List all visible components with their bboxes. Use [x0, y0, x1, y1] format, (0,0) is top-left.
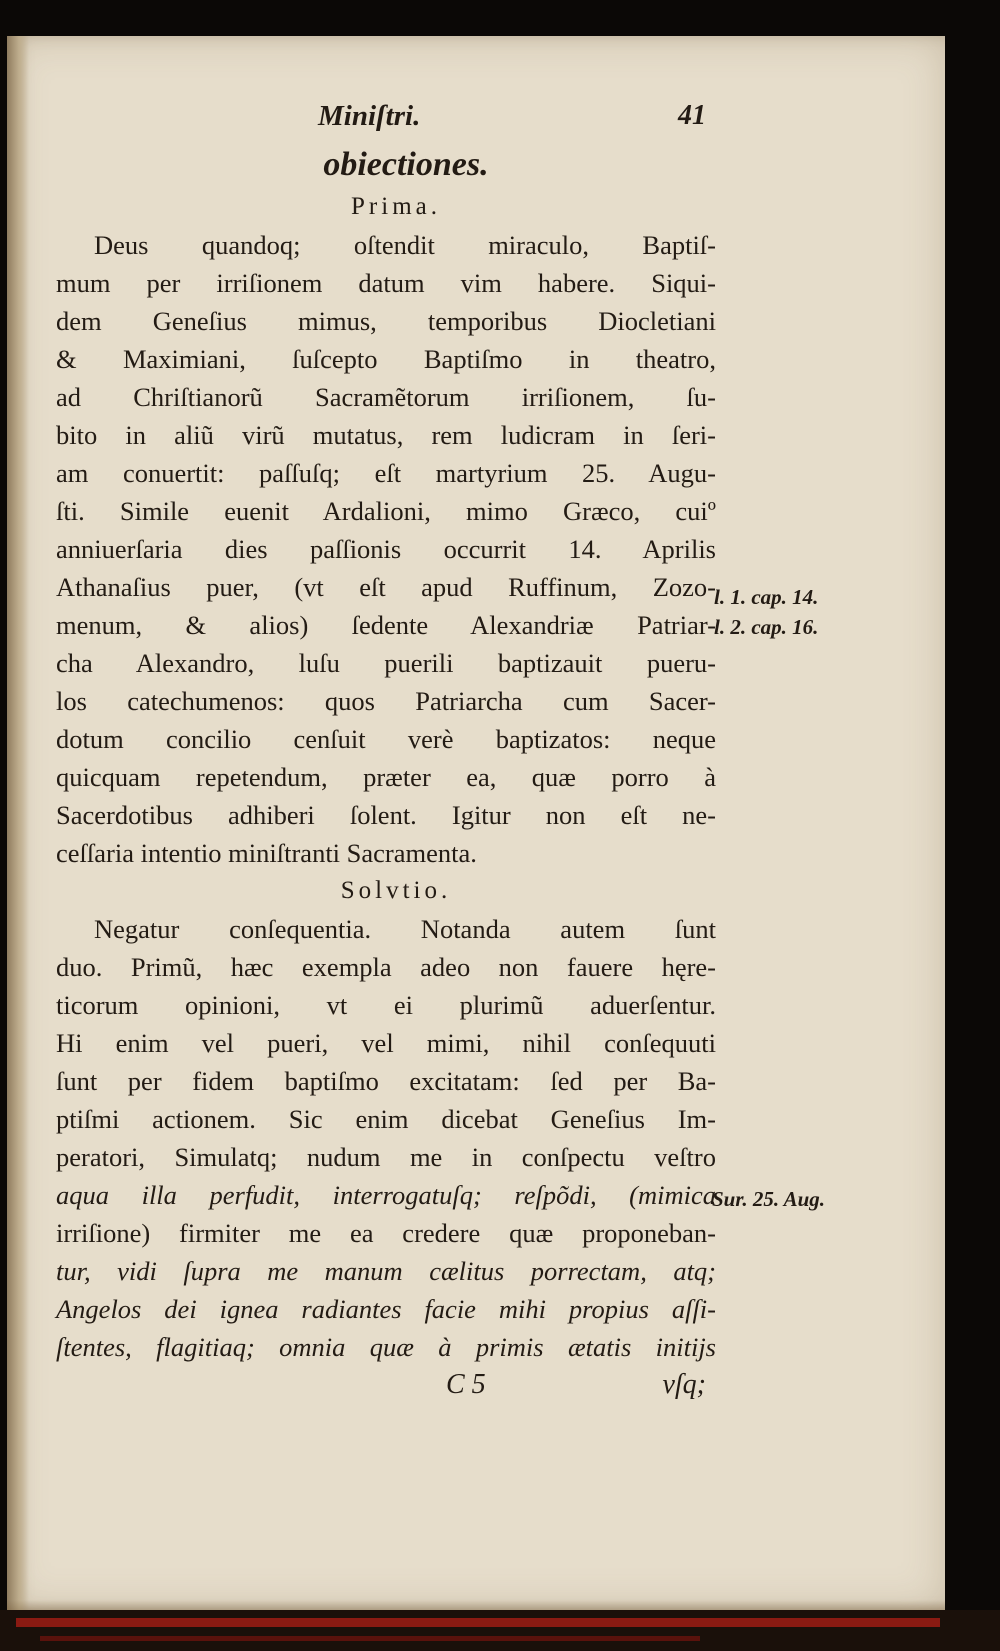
- text-line: aqua illa perfudit, interrogatuſq; reſpõdi, (mimica: [56, 1180, 716, 1210]
- text-line: Angelos dei ignea radiantes facie mihi propius aſſi-: [56, 1294, 716, 1324]
- text-line: tur, vidi ſupra me manum cælitus porrectam, atq;: [56, 1256, 716, 1286]
- red-edge-band: [16, 1618, 940, 1627]
- text-line: Negatur conſequentia. Notanda autem ſunt: [94, 914, 716, 944]
- page-footer: [56, 1366, 716, 1404]
- text-line: Athanaſius puer, (vt eſt apud Ruffinum, Zozo-: [56, 572, 716, 602]
- page-number: 41: [678, 100, 706, 131]
- margin-note: Sur. 25. Aug.: [712, 1187, 826, 1211]
- text-line: Deus quandoq; oſtendit miraculo, Baptiſ-: [94, 230, 716, 260]
- text-line: anniuerſaria dies paſſionis occurrit 14. Aprilis: [56, 534, 716, 564]
- margin-note: l. 2. cap. 16.: [714, 615, 819, 639]
- objection-paragraph: [56, 226, 716, 872]
- text-block: [56, 100, 716, 1404]
- text-line: Sacerdotibus adhiberi ſolent. Igitur non eſt ne-: [56, 800, 716, 830]
- signature-mark: C 5: [446, 1369, 486, 1400]
- text-line: ptiſmi actionem. Sic enim dicebat Geneſius Im-: [56, 1104, 716, 1134]
- page-header: [56, 100, 716, 142]
- section-title: obiectiones.: [323, 146, 489, 183]
- text-line: mum per irriſionem datum vim habere. Siqui-: [56, 268, 716, 298]
- margin-note: l. 1. cap. 14.: [714, 585, 819, 609]
- text-line: duo. Primũ, hæc exempla adeo non fauere hęre-: [56, 952, 716, 982]
- text-line: peratori, Simulatq; nudum me in conſpectu veſtro: [56, 1142, 716, 1172]
- book-edge: [0, 1610, 1000, 1651]
- text-line: ad Chriſtianorũ Sacramẽtorum irriſionem, ſu-: [56, 382, 716, 412]
- text-line: cha Alexandro, luſu puerili baptizauit pueru-: [56, 648, 716, 678]
- text-line: ceſſaria intentio miniſtranti Sacramenta.: [56, 838, 477, 868]
- text-line: quicquam repetendum, præter ea, quæ porro à: [56, 762, 716, 792]
- text-line: bito in aliũ virũ mutatus, rem ludicram in ſeri-: [56, 420, 716, 450]
- text-line: am conuertit: paſſuſq; eſt martyrium 25. Augu-: [56, 458, 716, 488]
- text-line: ſtentes, flagitiaq; omnia quæ à primis ætatis initijs: [56, 1332, 716, 1362]
- text-line: los catechumenos: quos Patriarcha cum Sacer-: [56, 686, 716, 716]
- running-head: Miniſtri.: [318, 100, 421, 132]
- objection-heading: Prima.: [351, 193, 441, 220]
- text-line: dem Geneſius mimus, temporibus Diocletiani: [56, 306, 716, 336]
- text-line: ſunt per fidem baptiſmo excitatam: ſed per Ba-: [56, 1066, 716, 1096]
- text-line: ticorum opinioni, vt ei plurimũ aduerſentur.: [56, 990, 716, 1020]
- solution-paragraph: [56, 910, 716, 1366]
- text-line: Hi enim vel pueri, vel mimi, nihil conſequuti: [56, 1028, 716, 1058]
- text-line: & Maximiani, ſuſcepto Baptiſmo in theatro,: [56, 344, 716, 374]
- catchword: vſq;: [662, 1369, 706, 1400]
- text-line: dotum concilio cenſuit verè baptizatos: neque: [56, 724, 716, 754]
- text-line: ſti. Simile euenit Ardalioni, mimo Græco, cuiº: [56, 496, 716, 526]
- red-edge-band: [40, 1636, 700, 1641]
- text-line: menum, & alios) ſedente Alexandriæ Patriar-: [56, 610, 716, 640]
- text-line: irriſione) firmiter me ea credere quæ proponeban-: [56, 1218, 716, 1248]
- solution-heading: Solvtio.: [340, 877, 452, 904]
